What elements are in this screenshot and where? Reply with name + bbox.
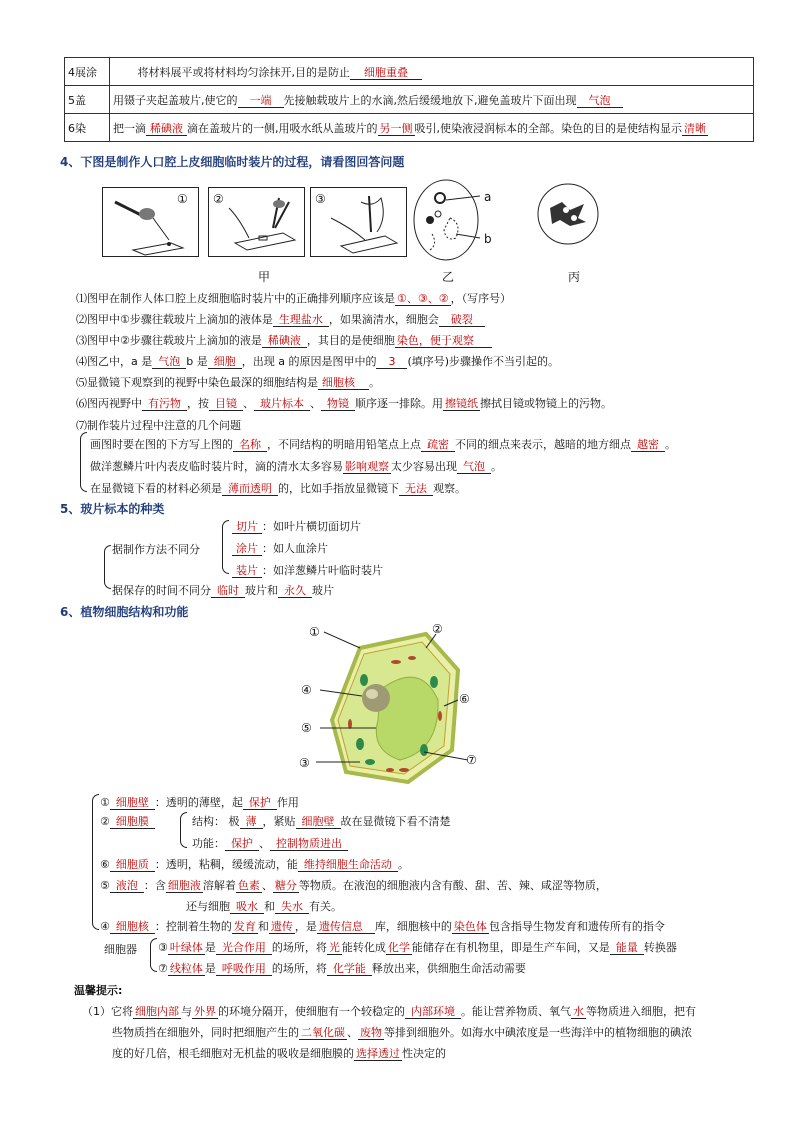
row-text [110, 114, 754, 142]
answer: 装片 [232, 564, 262, 578]
text: 是 [204, 941, 216, 954]
text: ⑸显微镜下观察到的视野中染色最深的细胞结构是 [76, 376, 318, 389]
text: 做洋葱鳞片叶内表皮临时装片时，滴的清水太多容易 [90, 460, 343, 473]
table-row [65, 86, 754, 114]
answer: 另一侧 [379, 121, 413, 135]
text: 。 [369, 376, 380, 389]
answer: 染色体 [453, 920, 487, 933]
cell-label-1: ① [309, 625, 320, 639]
brace [180, 812, 187, 848]
text: 在显微镜下看的材料必须是 [90, 482, 222, 495]
text: ⑹图丙视野中 [76, 397, 142, 410]
text: 作用 [276, 796, 299, 809]
answer: 叶绿体 [169, 941, 203, 954]
answer: 能量 [610, 941, 644, 955]
answer: 切片 [232, 520, 262, 534]
answer: 气泡 [152, 355, 186, 369]
label-jia: 甲 [258, 270, 271, 284]
question-6 [76, 395, 612, 411]
brace [104, 545, 111, 589]
answer: 保护 [225, 837, 259, 851]
text: 、 [261, 879, 273, 892]
text: 玻片和 [245, 584, 278, 597]
text: ⑵图甲中①步骤往载玻片上滴加的液体是 [76, 313, 273, 326]
text: ⑴图甲在制作人体口腔上皮细胞临时装片中的正确排列顺序应该是 [76, 292, 395, 305]
answer: 气泡 [457, 460, 491, 474]
text: ：透明的薄壁，起 [154, 796, 243, 809]
answer: 物镜 [321, 397, 355, 411]
cell-label-6: ⑥ [459, 692, 470, 706]
text: ⑶图甲中②步骤往载玻片上滴加的液是 [76, 334, 262, 347]
text: (填序号)步骤操作不当引起的。 [407, 355, 560, 368]
question-5 [76, 374, 380, 390]
text: 还与细胞 [186, 900, 230, 913]
step-3-illustration [311, 188, 406, 256]
step-2-illustration [209, 188, 304, 256]
text: 的，比如手指放显微镜下 [278, 482, 399, 495]
text: 、 [243, 397, 254, 410]
text: 。 [397, 858, 409, 871]
text: 画图时要在图的下方写上图的 [90, 438, 233, 451]
section-6-title: 6、植物细胞结构和功能 [60, 605, 189, 619]
text: 把一滴 [113, 121, 146, 135]
label-b: b [484, 232, 492, 246]
text: 、 [259, 837, 270, 850]
row-cytoplasm [100, 856, 409, 872]
cell-label-3: ③ [299, 756, 310, 770]
row-label: 6染 [65, 114, 110, 142]
group-method: 据制作方法不同分 [112, 543, 200, 556]
answer: 发育 [233, 920, 256, 933]
note-3 [90, 480, 466, 496]
text: 将材料展平或将材料均匀涂抹开,目的是防止 [137, 65, 350, 79]
text: 些物质挡在细胞外，同时把细胞产生的 [112, 1026, 299, 1039]
text: 、 [347, 1026, 358, 1039]
text: 和 [264, 900, 275, 913]
text: 滴在盖玻片的一侧,用吸水纸从盖玻片的 [187, 121, 378, 135]
item-smear [232, 540, 328, 556]
answer: 光合作用 [216, 941, 272, 955]
row-vacuole-2 [186, 898, 342, 914]
answer: 临时 [211, 584, 245, 598]
text: 能转化成 [341, 941, 386, 954]
row-label: 4展涂 [65, 58, 110, 86]
text: 玻片 [312, 584, 334, 597]
answer: 糖分 [274, 879, 297, 892]
text: 。 [665, 438, 676, 451]
question-2 [76, 311, 485, 327]
text: ：如洋葱鳞片叶临时装片 [262, 564, 383, 577]
text: 、 [310, 397, 321, 410]
text: ② [100, 815, 110, 828]
answer: 化学 [387, 941, 410, 954]
figure-yi-microscope-view [410, 178, 510, 268]
group-time [112, 582, 334, 598]
answer: 遗传信息 [317, 920, 375, 934]
text: 用镊子夹起盖玻片,使它的 [113, 93, 238, 107]
answer: ①、③、② [397, 292, 449, 305]
answer: 控制物质进出 [270, 837, 348, 851]
answer: 稀碘液 [146, 122, 187, 136]
text: 。能让营养物质、氧气 [461, 1005, 571, 1018]
answer: 越密 [631, 438, 665, 452]
brace [222, 520, 229, 574]
text: b 是 [186, 355, 208, 368]
answer: 气泡 [577, 94, 623, 108]
figure-number: ① [177, 192, 188, 206]
row-text [110, 58, 754, 86]
answer: 玻片标本 [254, 397, 310, 411]
answer: 薄而透明 [222, 482, 278, 496]
text: 等排到细胞外。如海水中碘浓度是一些海洋中的植物细胞的碘浓 [384, 1026, 692, 1039]
label-bing: 丙 [568, 270, 581, 284]
answer: 吸水 [230, 900, 264, 914]
text: ，按 [187, 397, 209, 410]
text: ④ [100, 920, 110, 933]
text: 等物质。在液泡的细胞液内含有酸、甜、苦、辣、咸涩等物质， [298, 879, 607, 892]
answer: 一端 [238, 94, 284, 108]
row-text [110, 86, 754, 114]
text: 吸引,使染液浸润标本的全部。染色的目的是使结构显示 [414, 121, 682, 135]
answer: 细胞质 [110, 858, 155, 872]
answer: 液泡 [110, 879, 144, 893]
answer: 细胞内部 [135, 1005, 179, 1018]
answer: 保护 [243, 796, 277, 810]
text: ⑷图乙中，a 是 [76, 355, 153, 368]
note-1 [90, 436, 676, 452]
text: 与 [181, 1005, 192, 1018]
text: ，是 [294, 920, 317, 933]
answer: 有污物 [142, 397, 187, 411]
answer: 3 [376, 355, 407, 369]
answer: 细胞核 [318, 376, 369, 390]
text: 的环境分隔开，使细胞有一个较稳定的 [218, 1005, 405, 1018]
text: 的场所，将 [271, 962, 327, 975]
text: 有关。 [309, 900, 342, 913]
text: 能储存在有机物里，即是生产车间，又是 [411, 941, 610, 954]
text: 释放出来，供细胞生命活动需要 [371, 962, 526, 975]
row-label: 5盖 [65, 86, 110, 114]
tips-line-3 [112, 1045, 446, 1061]
text: 的场所，将 [271, 941, 327, 954]
cell-label-7: ⑦ [466, 753, 477, 767]
row-vacuole [100, 877, 607, 893]
answer: 无法 [399, 482, 433, 496]
text: ⑦ [158, 962, 168, 975]
table-row [65, 58, 754, 86]
answer: 色素 [237, 879, 260, 892]
brace [80, 432, 87, 492]
text: 库，细胞核中的 [374, 920, 452, 933]
answer: 细胞膜 [110, 815, 155, 829]
row-chloroplast [158, 939, 677, 955]
answer: 稀碘液 [262, 334, 307, 348]
text: 不同的细点来表示，越暗的地方细点 [455, 438, 631, 451]
figure-bing-microscope-view [530, 180, 610, 250]
answer: 细胞壁 [296, 815, 341, 829]
answer: 化学能 [327, 962, 372, 976]
text: 和 [257, 920, 269, 933]
text: 转换器 [643, 941, 677, 954]
answer: 破裂 [439, 313, 485, 327]
answer: 疏密 [421, 438, 455, 452]
answer: 呼吸作用 [216, 962, 272, 976]
row-mitochondria [158, 960, 526, 976]
section-4-title: 4、下图是制作人口腔上皮细胞临时装片的过程，请看图回答问题 [60, 155, 405, 169]
organelles-label: 细胞器 [104, 943, 137, 956]
note-2 [90, 458, 502, 474]
text: ⑥ [100, 858, 110, 871]
question-4 [76, 353, 559, 369]
answer: 目镜 [209, 397, 243, 411]
step-1-illustration [103, 188, 198, 256]
row-cell-membrane [100, 815, 155, 829]
answer: 废物 [360, 1026, 382, 1039]
item-section [232, 518, 361, 534]
text: 擦拭目镜或物镜上的污物。 [480, 397, 612, 410]
text: 。 [491, 460, 502, 473]
membrane-structure [192, 813, 451, 829]
text: ，紧贴 [262, 815, 296, 828]
text: 性决定的 [402, 1047, 446, 1060]
figure-number: ② [213, 192, 224, 206]
answer: 染色，便于观察 [395, 334, 492, 348]
text: 度的好几倍，根毛细胞对无机盐的吸收是细胞膜的 [112, 1047, 354, 1060]
text: ：控制着生物的 [154, 920, 232, 933]
answer: 二氧化碳 [301, 1026, 345, 1039]
cell-label-2: ② [432, 622, 443, 636]
text: 故在显微镜下看不清楚 [340, 815, 451, 828]
question-3 [76, 332, 492, 348]
answer: 永久 [278, 584, 312, 598]
text: 功能： [192, 837, 225, 850]
row-nucleus [100, 918, 665, 934]
figure-number: ③ [315, 192, 326, 206]
label-a: a [484, 190, 492, 204]
text: ① [100, 796, 110, 809]
answer: 薄 [240, 815, 263, 829]
text: 包含指导生物发育和遗传所有的指令 [488, 920, 665, 933]
answer: 细胞液 [167, 879, 201, 892]
text: 据保存的时间不同分 [112, 584, 211, 597]
answer: 细胞核 [110, 920, 155, 934]
answer: 失水 [275, 900, 309, 914]
text: ，如果滴清水，细胞会 [328, 313, 439, 326]
answer: 水 [573, 1005, 584, 1018]
answer: 影响观察 [345, 460, 389, 473]
steps-table [64, 57, 754, 142]
text: 顺序逐一排除。用 [355, 397, 443, 410]
figure-step-1 [102, 187, 199, 257]
text: ⑤ [100, 879, 110, 892]
tips-line-1 [82, 1003, 696, 1019]
text: ：如叶片横切面切片 [262, 520, 361, 533]
brace [92, 794, 99, 930]
label-yi: 乙 [442, 270, 455, 284]
answer: 线粒体 [169, 962, 203, 975]
answer: 内部环境 [405, 1005, 461, 1019]
figure-step-3 [310, 187, 407, 257]
text: 先接触载玻片上的水滴,然后缓缓地放下,避免盖玻片下面出现 [283, 93, 577, 107]
answer: 细胞 [208, 355, 242, 369]
answer: 细胞壁 [110, 796, 155, 810]
row-cell-wall [100, 794, 299, 810]
text: ，（写序号） [450, 292, 512, 305]
answer: 清晰 [684, 121, 706, 135]
text: 太少容易出现 [391, 460, 457, 473]
answer: 生理盐水 [273, 313, 329, 327]
text: ：透明，粘稠，缓缓流动，能 [154, 858, 298, 871]
brace [150, 938, 157, 972]
answer: 光 [328, 941, 340, 954]
text: ：含 [143, 879, 166, 892]
text: 溶解着 [202, 879, 236, 892]
question-7: ⑺制作装片过程中注意的几个问题 [76, 419, 241, 432]
text: ，其目的是使细胞 [306, 334, 395, 347]
text: ，不同结构的明暗用铅笔点上点 [267, 438, 421, 451]
question-1 [76, 290, 511, 306]
answer: 涂片 [232, 542, 262, 556]
tips-title: 温馨提示: [74, 984, 123, 997]
answer: 外界 [194, 1005, 216, 1018]
text: （1）它将 [82, 1005, 133, 1018]
answer: 名称 [233, 438, 267, 452]
answer: 遗传 [270, 920, 293, 933]
answer: 选择透过 [356, 1047, 400, 1060]
answer: 擦镜纸 [445, 397, 478, 410]
text: 等物质进入细胞，把有 [586, 1005, 696, 1018]
cell-label-4: ④ [301, 683, 312, 697]
text: ③ [158, 941, 168, 954]
text: 是 [204, 962, 216, 975]
figure-step-2 [208, 187, 305, 257]
text: 观察。 [433, 482, 466, 495]
text: ，出现 a 的原因是图甲中的 [241, 355, 377, 368]
cell-label-5: ⑤ [301, 721, 312, 735]
table-row [65, 114, 754, 142]
membrane-function [192, 835, 348, 851]
tips-line-2 [112, 1024, 692, 1040]
answer: 细胞重叠 [350, 66, 422, 80]
item-mount [232, 562, 383, 578]
text: ：如人血涂片 [262, 542, 328, 555]
text: 结构： 极 [192, 815, 240, 828]
answer: 维持细胞生命活动 [298, 858, 398, 872]
section-5-title: 5、玻片标本的种类 [60, 502, 165, 516]
